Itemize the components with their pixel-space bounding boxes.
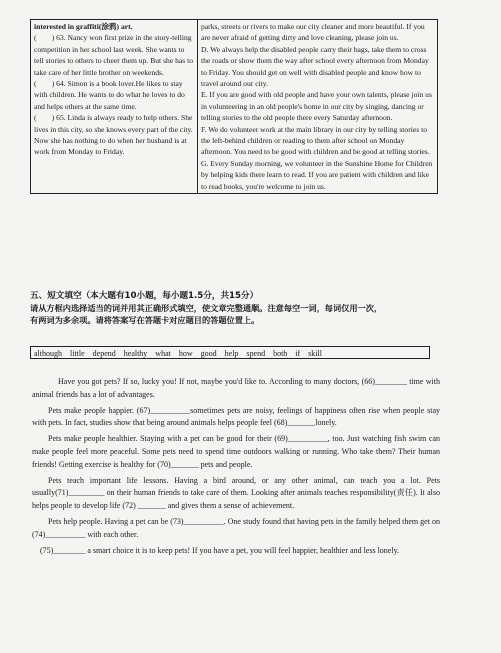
matching-table	[30, 19, 438, 194]
cloze-passage	[32, 376, 440, 561]
option-d: D. We always help the disabled people carry their bags, take them to cross the roads or show them the way after school every afternoon from Monday to Friday. You should get on well with disabled people and know how to travel around our city.	[201, 44, 429, 89]
word-box: although little depend healthy what how good help spend both if skill	[30, 346, 430, 359]
passage-paragraph: Pets make people happier. (67)__________sometimes pets are noisy, feelings of happiness often rise when people stay with pets. In fact, studies show that being around animals helps people feel (68)_______lonely.	[32, 405, 440, 428]
question-63: ( ) 63. Nancy won first prize in the story-telling competition in her school last week. She wants to tell stories to others to cheer them up. But she has to take care of her little brother on weekends.	[34, 33, 194, 77]
option-f: F. We do volunteer work at the main library in our city by telling stories to the left-behind children or reading to them after school on Monday afternoon. You need to be good with children and be good at telling stories.	[201, 124, 430, 157]
section-title: 五、短文填空（本大题有10小题，每小题1.5分，共15分）	[30, 291, 259, 301]
passage-paragraph: Have you got pets? If so, lucky you! If not, maybe you'd like to. According to many doctors, (66)________ time with animal friends has a lot of advantages.	[32, 377, 440, 399]
passage-paragraph: Pets help people. Having a pet can be (73)__________. One study found that having pets in the family helped them get on (74)__________ with each other.	[32, 516, 440, 539]
question-64: ( ) 64. Simon is a book lover.He likes to stay with children. He wants to do what he loves to do and helps others at the same time.	[34, 79, 185, 111]
option-c-continued: parks, streets or rivers to make our city cleaner and more beautiful. If you are never afraid of getting dirty and love cleaning, please join us.	[201, 22, 425, 43]
option-e: E. If you are good with old people and have your own talents, please join us in volunteering in an old people's home in our city by singing, dancing or telling stories to the old people there every Saturday afternoon.	[201, 90, 432, 123]
passage-paragraph: Pets teach important life lessons. Having a bird around, or any other animal, can teach you a lot. Pets usually(71)_________ on their human friends to take care of them. Looking after animals teaches responsibility(责任). It also helps people to develop life (72) _______ and gives them a sense of achievement.	[32, 475, 440, 510]
passage-paragraph: Pets make people healthier. Staying with a pet can be good for their (69)__________, too. Just watching fish swim can make people feel more peaceful. Some pets need to spend time outdoors walking or running. Who take them? Their human friends! Getting exercise is healthy for (70)_______ pets and people.	[32, 434, 440, 469]
option-g: G. Every Sunday morning, we volunteer in the Sunshine Home for Children by helping kids there learn to read. If you are patient with children and like to read books, you're welcome to join us.	[201, 158, 433, 191]
question-65: ( ) 65. Linda is always ready to help others. She lives in this city, so she knows every part of the city. Now she has nothing to do when her husband is at work from Monday to Friday.	[34, 113, 193, 157]
options-column	[198, 20, 438, 194]
section-header	[30, 290, 470, 326]
people-column	[31, 20, 198, 194]
passage-paragraph: (75)________ a smart choice it is to keep pets! If you have a pet, you will feel happier, healthier and less lonely.	[40, 545, 400, 555]
section-instruction-line-2: 有两词为多余项。请将答案写在答题卡对应题目的答题位置上。	[30, 315, 260, 325]
table-row	[31, 20, 438, 194]
section-instruction-line-1: 请从方框内选择适当的词并用其正确形式填空，使文章完整通顺。注意每空一词，每词仅用一次，	[30, 303, 383, 313]
person-description: interested in graffiti(涂鸦) art.	[34, 22, 133, 31]
